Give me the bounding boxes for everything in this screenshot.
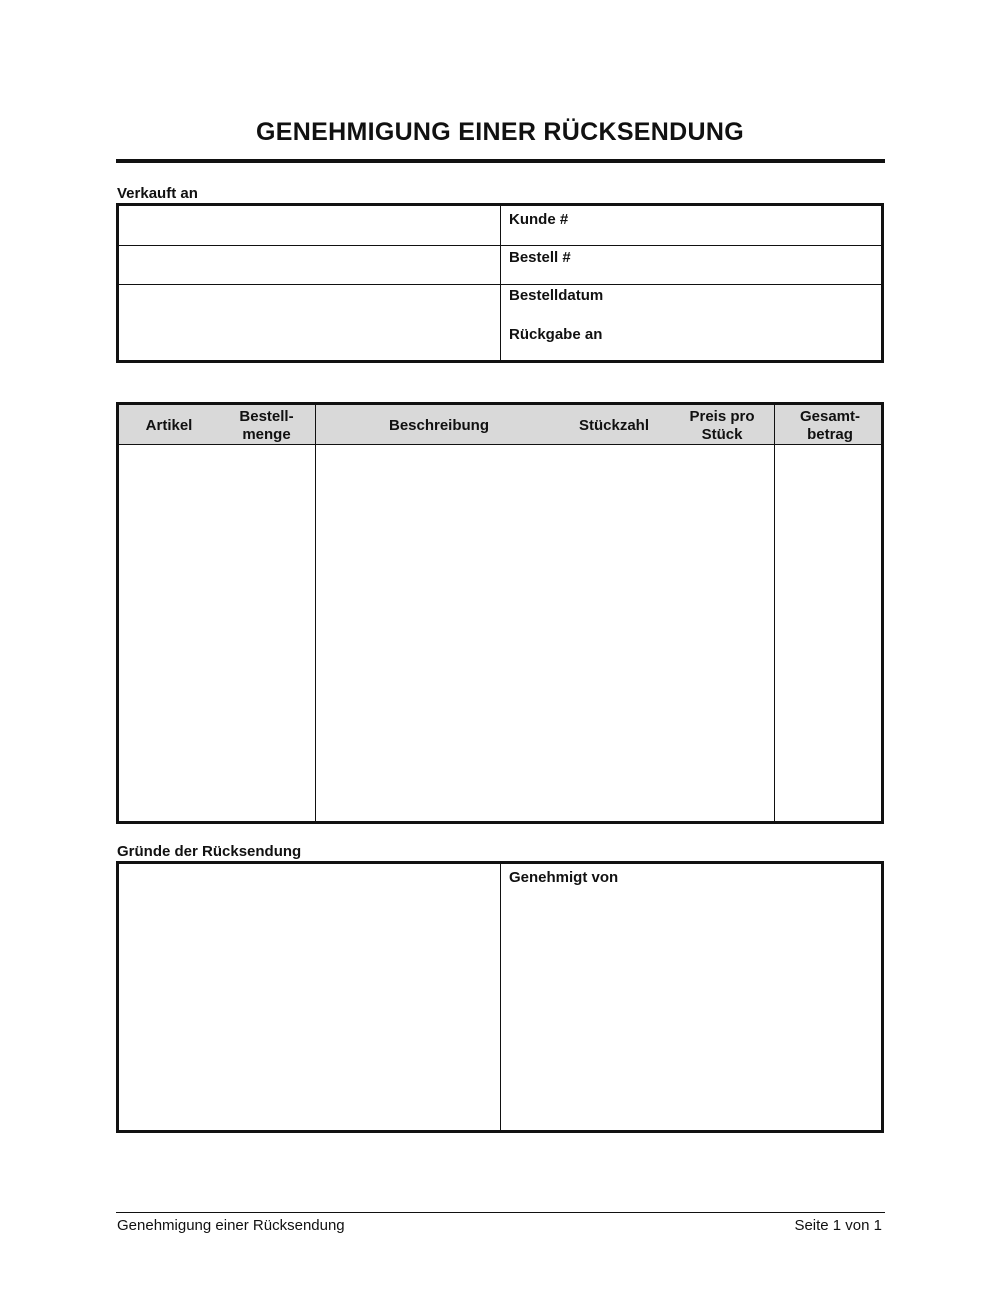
description-column-area[interactable] (317, 446, 773, 821)
page-title: GENEHMIGUNG EINER RÜCKSENDUNG (256, 118, 744, 146)
approved-by-input-area[interactable] (503, 892, 881, 1130)
footer-divider (116, 1212, 885, 1213)
reasons-divider (500, 864, 501, 1130)
sold-to-divider (500, 206, 501, 360)
footer-document-name: Genehmigung einer Rücksendung (117, 1217, 345, 1234)
sold-to-address-line-1[interactable] (119, 206, 500, 245)
header-order-quantity: Bestell- menge (239, 408, 294, 443)
approved-by-label: Genehmigt von (509, 869, 619, 886)
header-quantity: Stückzahl (578, 417, 650, 434)
order-number-label: Bestell # (509, 249, 571, 266)
total-column-area[interactable] (776, 446, 881, 821)
footer-page-number: Seite 1 von 1 (794, 1217, 882, 1234)
sold-to-address-line-3[interactable] (119, 285, 500, 360)
sold-to-label: Verkauft an (117, 185, 198, 202)
order-date-label: Bestelldatum (509, 287, 604, 304)
header-description: Beschreibung (388, 417, 490, 434)
article-column-area[interactable] (119, 446, 314, 821)
reasons-label: Gründe der Rücksendung (117, 843, 302, 860)
sold-to-address-line-2[interactable] (119, 246, 500, 284)
sold-to-box (116, 203, 884, 363)
items-table (116, 402, 884, 824)
header-unit-price: Preis pro Stück (689, 408, 755, 443)
items-header-line (119, 444, 881, 445)
items-column-divider (774, 405, 775, 821)
reasons-input-area[interactable] (119, 864, 499, 1130)
return-to-label: Rückgabe an (509, 326, 603, 343)
items-column-divider (315, 405, 316, 821)
title-divider (116, 159, 885, 163)
reasons-box (116, 861, 884, 1133)
header-article: Artikel (145, 417, 193, 434)
header-total: Gesamt- betrag (799, 408, 861, 443)
customer-number-label: Kunde # (509, 211, 569, 228)
